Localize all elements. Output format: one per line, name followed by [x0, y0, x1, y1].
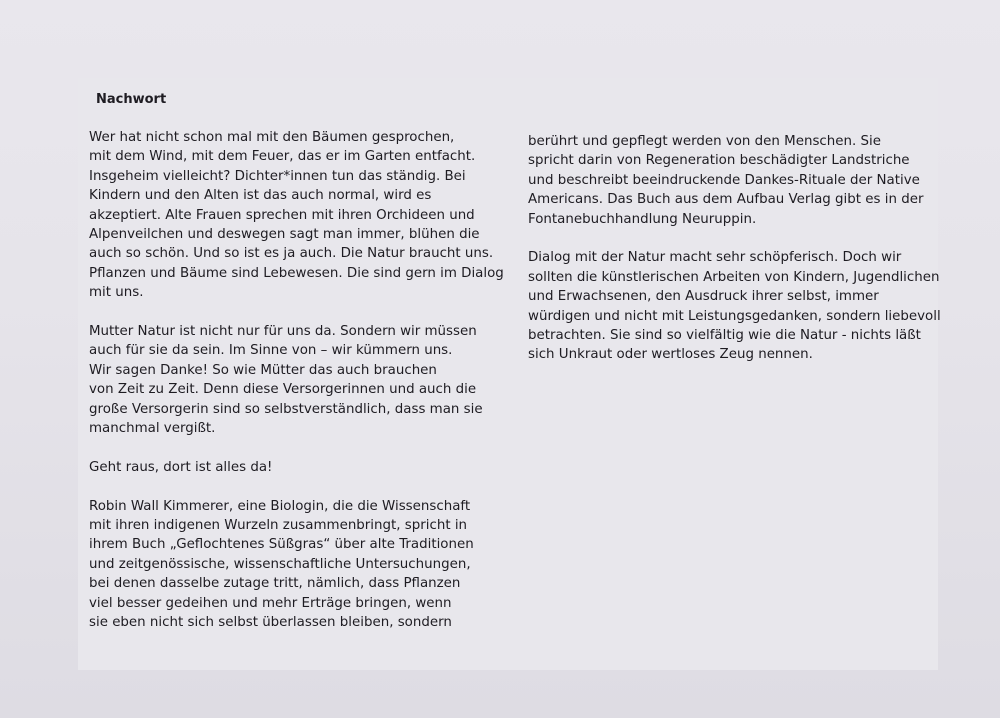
paragraph-2	[89, 322, 489, 438]
text-line: Robin Wall Kimmerer, eine Biologin, die die Wissenschaft	[89, 498, 471, 514]
text-line: ihrem Buch „Geflochtenes Süßgras“ über alte Traditionen	[89, 537, 474, 553]
text-line: betrachten. Sie sind so vielfältig wie die Natur - nichts läßt	[528, 328, 921, 344]
text-line: berührt und gepflegt werden von den Menschen. Sie	[528, 134, 881, 149]
paragraph-1	[89, 128, 504, 303]
left-column	[89, 128, 504, 652]
text-line: auch so schön. Und so ist es ja auch. Die Natur braucht uns.	[89, 246, 494, 262]
paragraph-6	[528, 248, 948, 364]
text-line: Geht raus, dort ist alles da!	[89, 459, 273, 475]
text-line: mit dem Wind, mit dem Feuer, das er im Garten entfacht.	[89, 149, 476, 165]
text-line: Fontanebuchhandlung Neuruppin.	[528, 211, 757, 227]
text-line: auch für sie da sein. Im Sinne von – wir kümmern uns.	[89, 343, 453, 359]
text-line: und beschreibt beeindruckende Dankes-Rituale der Native	[528, 172, 920, 188]
text-line: manchmal vergißt.	[89, 421, 216, 437]
right-column	[528, 132, 948, 384]
text-line: Pflanzen und Bäume sind Lebewesen. Die sind gern im Dialog	[89, 265, 504, 281]
text-line: viel besser gedeihen und mehr Erträge bringen, wenn	[89, 595, 452, 611]
text-line: und zeitgenössische, wissenschaftliche Untersuchungen,	[89, 556, 471, 572]
text-line: sich Unkraut oder wertloses Zeug nennen.	[528, 347, 813, 363]
text-line: mit ihren indigenen Wurzeln zusammenbringt, spricht in	[89, 518, 468, 534]
text-line: und Erwachsenen, den Ausdruck ihrer selbst, immer	[528, 289, 879, 305]
text-line: Kindern und den Alten ist das auch normal, wird es	[89, 188, 432, 204]
text-line: Wir sagen Danke! So wie Mütter das auch brauchen	[89, 362, 437, 378]
text-line: Alpenveilchen und deswegen sagt man immer, blühen die	[89, 227, 480, 243]
text-line: Americans. Das Buch aus dem Aufbau Verlag gibt es in der	[528, 192, 924, 208]
page-title: Nachwort	[96, 92, 167, 107]
text-line: Mutter Natur ist nicht nur für uns da. Sondern wir müssen	[89, 324, 477, 340]
text-line: spricht darin von Regeneration beschädigter Landstriche	[528, 153, 910, 169]
text-line: mit uns.	[89, 285, 144, 301]
text-line: akzeptiert. Alte Frauen sprechen mit ihren Orchideen und	[89, 207, 475, 223]
text-line: bei denen dasselbe zutage tritt, nämlich, dass Pflanzen	[89, 576, 461, 592]
text-line: sollten die künstlerischen Arbeiten von Kindern, Jugendlichen	[528, 269, 940, 285]
text-line: Insgeheim vielleicht? Dichter*innen tun das ständig. Bei	[89, 168, 466, 184]
text-line: sie eben nicht sich selbst überlassen bleiben, sondern	[89, 615, 452, 631]
text-line: Dialog mit der Natur macht sehr schöpferisch. Doch wir	[528, 250, 902, 266]
paragraph-4	[89, 497, 489, 633]
text-line: große Versorgerin sind so selbstverständlich, dass man sie	[89, 401, 483, 417]
text-line: von Zeit zu Zeit. Denn diese Versorgerinnen und auch die	[89, 382, 477, 398]
paragraph-5	[528, 132, 948, 229]
paragraph-3	[89, 458, 489, 477]
text-line: Wer hat nicht schon mal mit den Bäumen gesprochen,	[89, 130, 455, 145]
text-line: würdigen und nicht mit Leistungsgedanken, sondern liebevoll	[528, 308, 941, 324]
